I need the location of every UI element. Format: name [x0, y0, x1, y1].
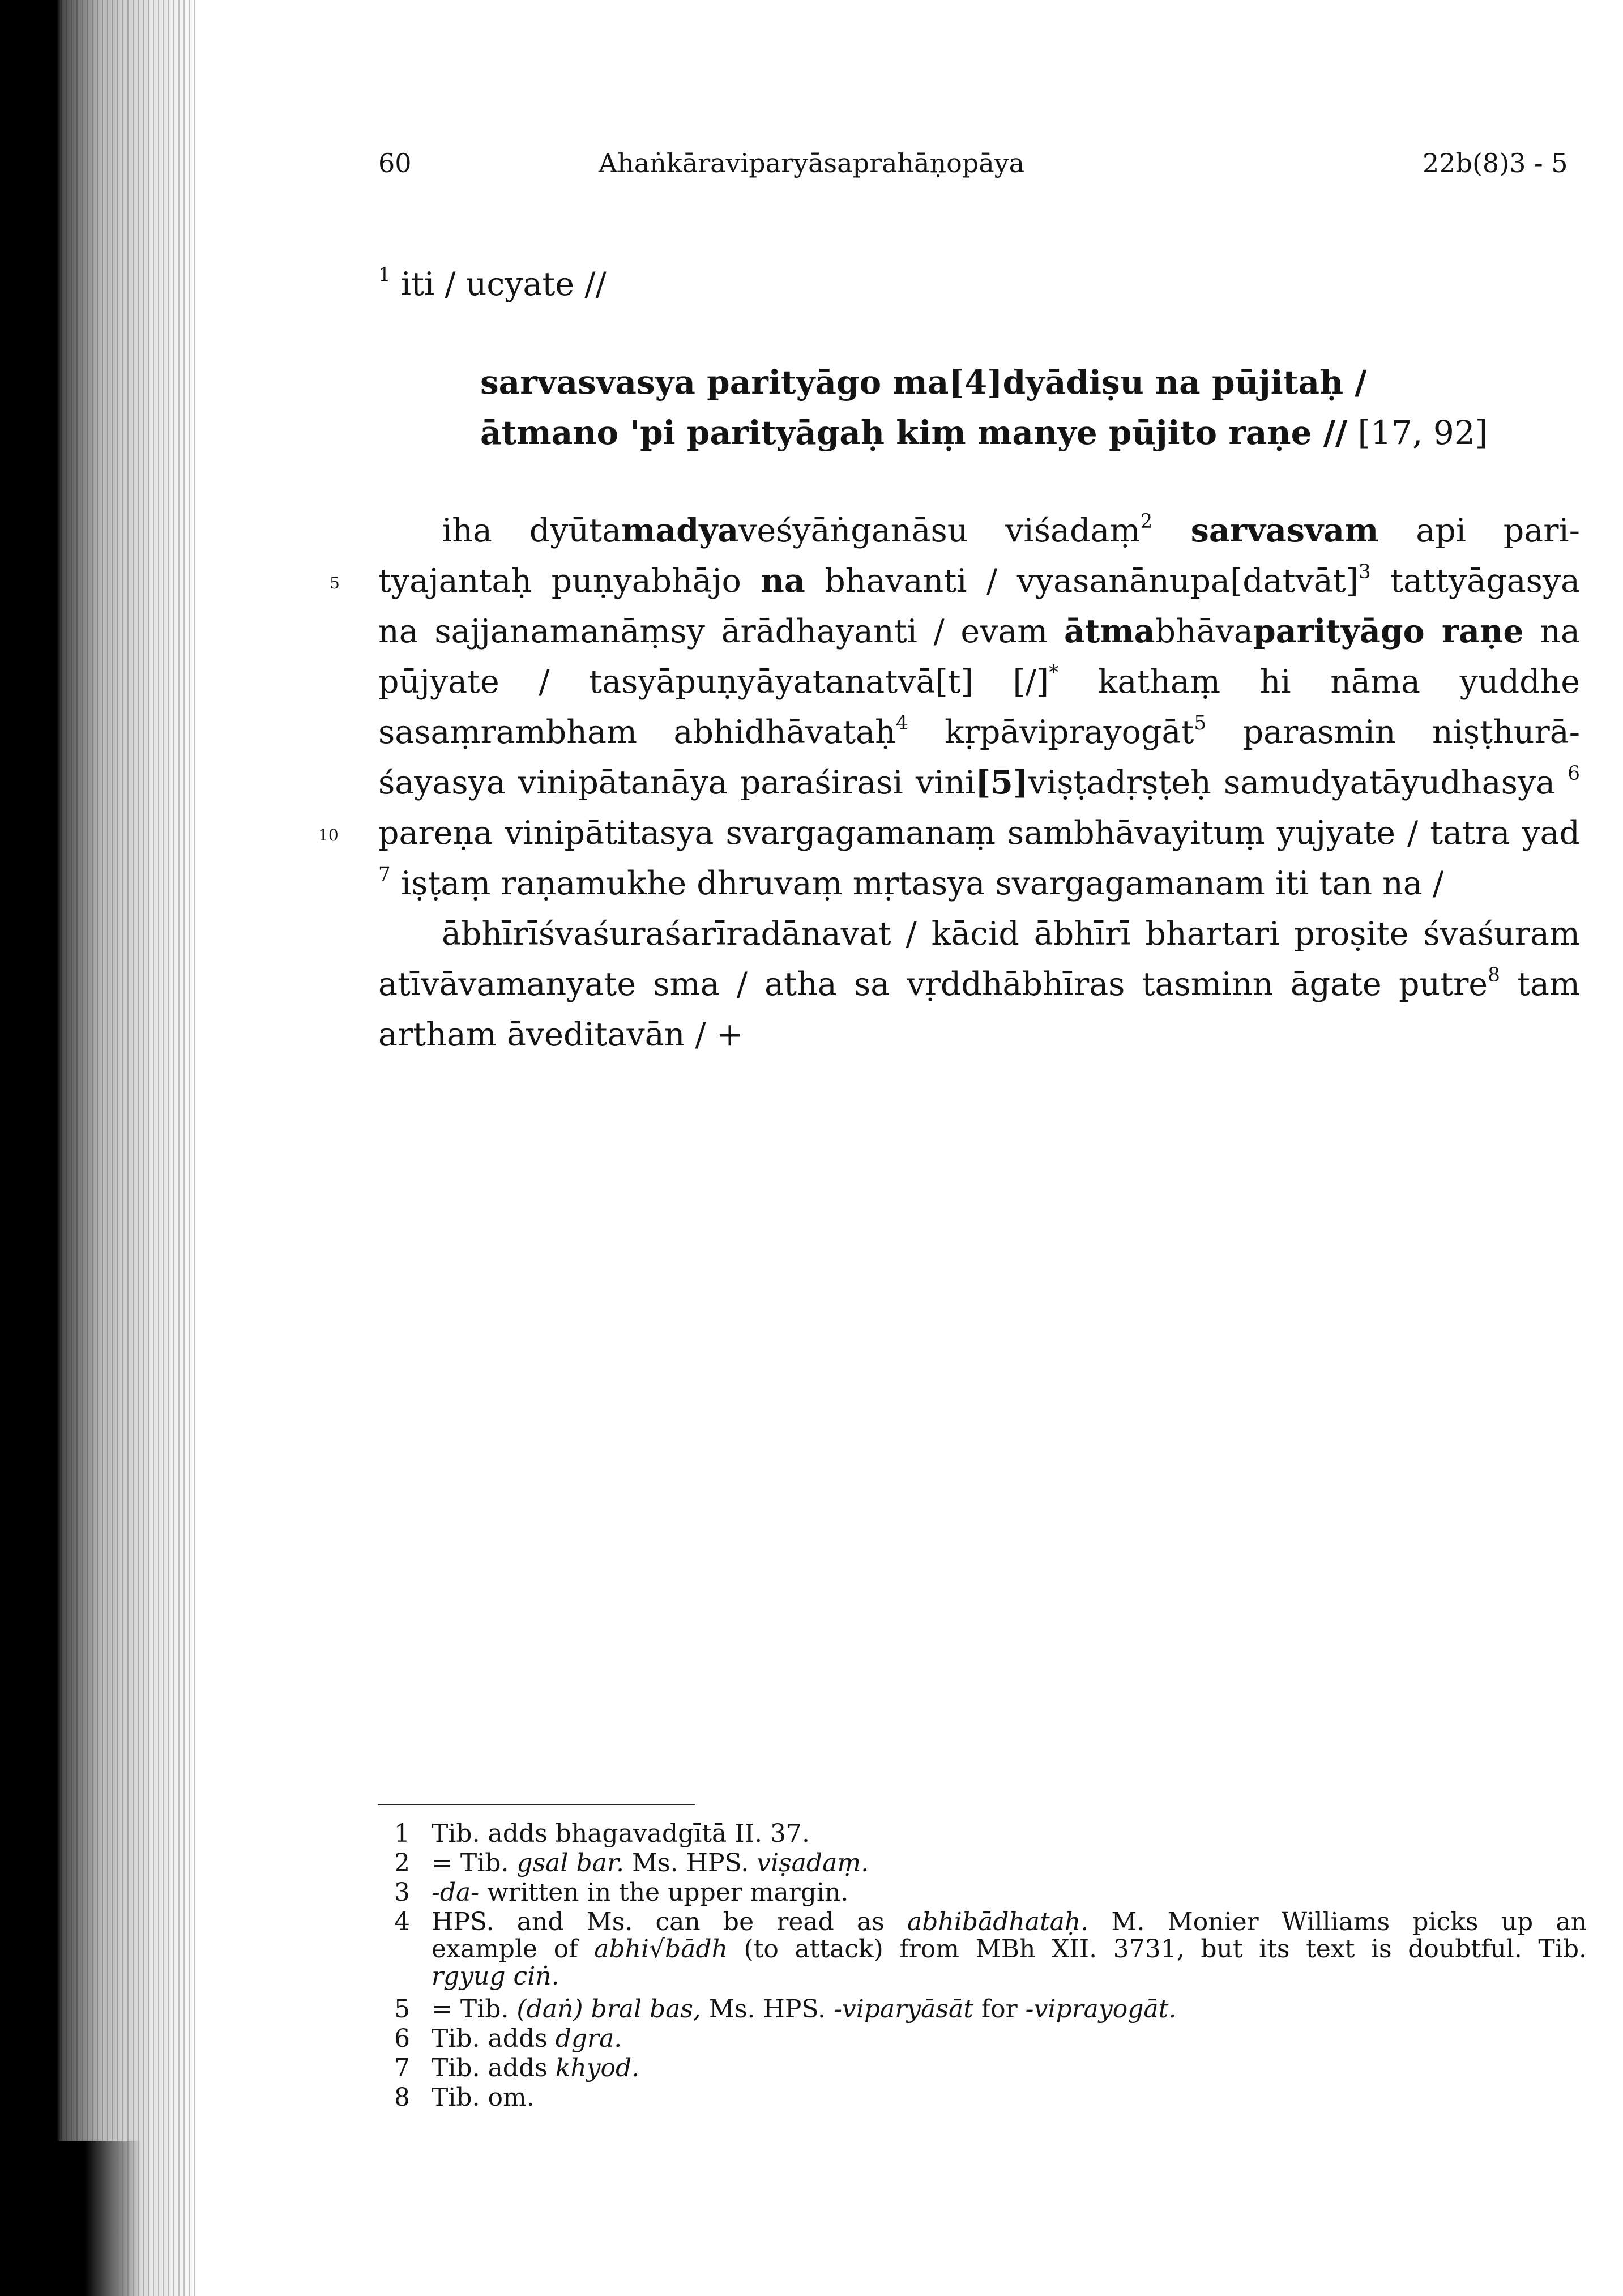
running-title: Ahaṅkāraviparyāsaprahāṇopāya: [598, 148, 1025, 178]
footnote-marker: 1: [378, 264, 391, 287]
verse-line-1: sarvasvasya parityāgo ma[4]dyādiṣu na pūjitaḥ /: [480, 363, 1367, 402]
commentary-line-3: na sajjanamanāṃsy ārādhayanti / evam ātmabhāvaparityāgo raṇe na: [378, 612, 1581, 650]
commentary-line-9: ābhīrīśvaśuraśarīradānavat / kācid ābhīrī bhartari proṣite śvaśuram: [442, 915, 1580, 953]
folio-reference: 22b(8)3 - 5: [1423, 148, 1568, 178]
page-number: 60: [378, 148, 412, 178]
commentary-line-2: tyajantaḥ puṇyabhājo na bhavanti / vyasanānupa[datvāt]$^3$ tattyāgasya: [378, 561, 1581, 600]
commentary-line-10: atīvāvamanyate sma / atha sa vṛddhābhīras tasminn āgate putre$^8$ tam: [378, 964, 1580, 1003]
commentary-line-4: pūjyate / tasyāpuṇyāyatanatvā[t] [/]* kathaṃ hi nāma yuddhe: [378, 662, 1580, 701]
line-number-5: 5: [330, 574, 340, 592]
commentary-line-7: pareṇa vinipātitasya svargagamanaṃ sambhāvayituṃ yujyate / tatra yad: [378, 814, 1580, 852]
commentary-line-11: artham āveditavān / +: [378, 1016, 744, 1053]
commentary-line-1: iha dyūtamadyaveśyāṅganāsu viśadaṃ$^2$ sarvasvam api pari-: [442, 510, 1580, 549]
footnote-separator: [378, 1804, 695, 1805]
commentary-line-6: śayasya vinipātanāya paraśirasi vini[5]viṣṭadṛṣṭeḥ samudyatāyudhasya $^6$: [378, 762, 1580, 801]
verse-reference: [17, 92]: [1347, 413, 1488, 452]
book-binding-shadow-bottom: [0, 2141, 142, 2296]
line-number-10: 10: [318, 826, 339, 844]
commentary-line-8: $^7$ iṣṭaṃ raṇamukhe dhruvaṃ mṛtasya svargagamanam iti tan na /: [378, 863, 1444, 902]
intro-line: $^1$ iti / ucyate //: [378, 264, 607, 303]
commentary-line-5: sasaṃrambham abhidhāvataḥ$^4$ kṛpāviprayogāt$^5$ parasmin niṣṭhurā-: [378, 712, 1580, 751]
verse-line-2: ātmano 'pi parityāgaḥ kiṃ manye pūjito raṇe // [17, 92]: [480, 413, 1488, 452]
book-binding-shadow: [0, 0, 195, 2296]
